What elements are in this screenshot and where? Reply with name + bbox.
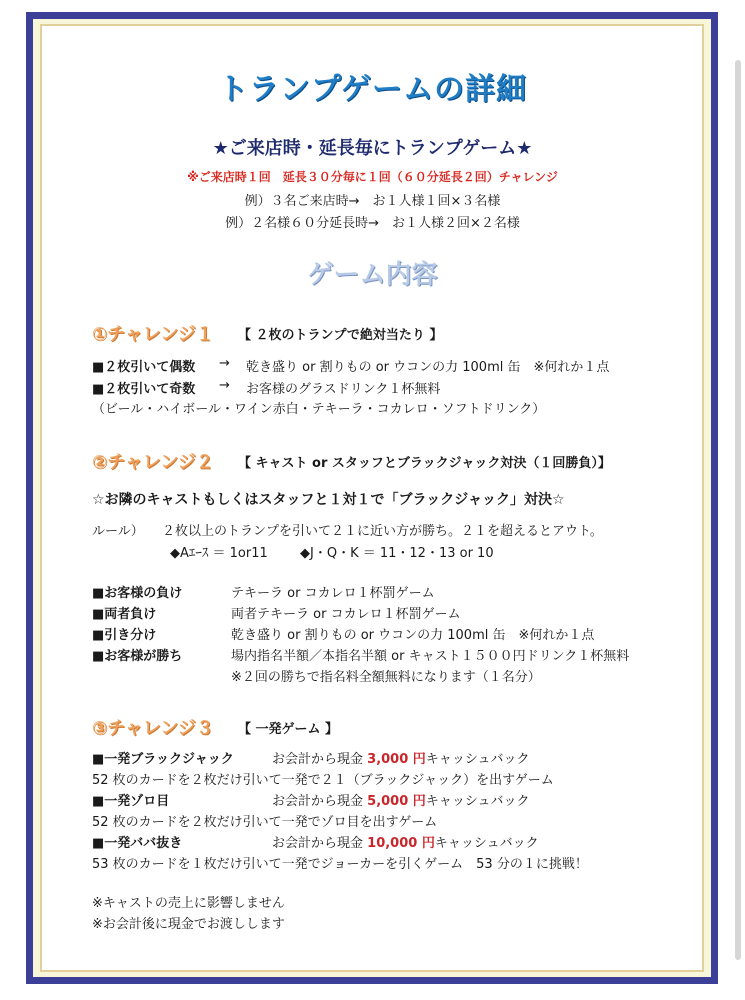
intro-heading: ★ご来店時・延長毎にトランプゲーム★ <box>212 138 533 159</box>
c3-game-1-desc: 52 枚のカードを２枚だけ引いて一発で２１（ブラックジャック）を出すゲーム <box>92 773 554 788</box>
c3-game-3-prefix: お会計から現金 <box>272 836 364 851</box>
c1-drink-note: （ビール・ハイボール・ワイン赤白・テキーラ・コカレロ・ソフトドリンク） <box>92 402 546 417</box>
c3-game-2-prize <box>272 790 530 809</box>
c2-rule-text: ２枚以上のトランプを引いて２１に近い方が勝ち。２１を超えるとアウト。 <box>162 524 603 539</box>
c2-ace-rule: ◆Aｴｰｽ ＝ 1or11 <box>170 546 268 561</box>
challenge-2-subtitle: 【 キャスト or スタッフとブラックジャック対決（１回勝負）】 <box>238 456 611 471</box>
c3-game-3-desc: 53 枚のカードを１枚だけ引いて一発でジョーカーを引くゲーム 53 分の１に挑戦！ <box>92 857 588 872</box>
intro-example-2: 例）２名様６０分延長時→ お１人様２回×２名様 <box>225 216 520 231</box>
c2-rule-label: ルール） <box>92 524 144 539</box>
c1-row-1-arrow: → <box>219 356 230 371</box>
c1-row-2-arrow: → <box>219 378 230 393</box>
challenge-1-title: ①チャレンジ１ <box>92 324 214 345</box>
c3-game-1-suffix: キャッシュバック <box>425 752 530 767</box>
c3-game-1-prize <box>272 748 530 767</box>
c2-row-4-label: ■お客様が勝ち <box>92 649 183 664</box>
challenge-3-title: ③チャレンジ３ <box>92 718 214 739</box>
footer-note-2: ※お会計後に現金でお渡しします <box>92 917 285 932</box>
c1-row-1-label: ■２枚引いて偶数 <box>92 360 196 375</box>
c3-game-2-desc: 52 枚のカードを２枚だけ引いて一発でゾロ目を出すゲーム <box>92 815 438 830</box>
section-title: ゲーム内容 <box>307 260 438 290</box>
c2-row-1-label: ■お客様の負け <box>92 586 183 601</box>
c1-row-2-value: お客様のグラスドリンク１杯無料 <box>246 382 441 397</box>
c3-game-2-prefix: お会計から現金 <box>272 794 364 809</box>
c2-row-1-value: テキーラ or コカレロ１杯罰ゲーム <box>231 586 435 601</box>
footer-note-1: ※キャストの売上に影響しません <box>92 896 285 911</box>
c2-face-rule: ◆J・Q・K ＝ 11・12・13 or 10 <box>300 546 494 561</box>
c3-game-1-amount: 3,000 円 <box>367 752 426 767</box>
c1-row-2-label: ■２枚引いて奇数 <box>92 382 196 397</box>
c1-row-1-value: 乾き盛り or 割りもの or ウコンの力 100ml 缶 ※何れか１点 <box>246 360 610 375</box>
c3-game-1-prefix: お会計から現金 <box>272 752 364 767</box>
challenge-1-subtitle: 【 ２枚のトランプで絶対当たり 】 <box>238 328 443 343</box>
c3-game-3-prize <box>272 832 539 851</box>
c2-row-4-value: 場内指名半額／本指名半額 or キャスト１５００円ドリンク１杯無料 <box>231 649 630 664</box>
page-title: トランプゲームの詳細 <box>217 72 528 107</box>
c2-row-2-label: ■両者負け <box>92 607 157 622</box>
challenge-2-title: ②チャレンジ２ <box>92 452 214 473</box>
c2-row-3-label: ■引き分け <box>92 628 157 643</box>
c2-row-2-value: 両者テキーラ or コカレロ１杯罰ゲーム <box>231 607 461 622</box>
c3-game-2-amount: 5,000 円 <box>367 794 426 809</box>
c3-game-3-suffix: キャッシュバック <box>434 836 539 851</box>
c3-game-3-label: ■一発ババ抜き <box>92 836 183 851</box>
c2-row-3-value: 乾き盛り or 割りもの or ウコンの力 100ml 缶 ※何れか１点 <box>231 628 595 643</box>
challenge-3-subtitle: 【 一発ゲーム 】 <box>238 722 339 737</box>
challenge-2-heading: ☆お隣のキャストもしくはスタッフと１対１で「ブラックジャック」対決☆ <box>92 492 565 508</box>
c3-game-1-label: ■一発ブラックジャック <box>92 752 234 767</box>
intro-example-1: 例）３名ご来店時→ お１人様１回×３名様 <box>244 194 501 209</box>
c3-game-3-amount: 10,000 円 <box>367 836 435 851</box>
c2-win-note: ※２回の勝ちで指名料全額無料になります（１名分） <box>231 670 541 685</box>
c3-game-2-suffix: キャッシュバック <box>425 794 530 809</box>
c3-game-2-label: ■一発ゾロ目 <box>92 794 170 809</box>
intro-rule: ※ご来店時１回 延長３０分毎に１回（６０分延長２回）チャレンジ <box>187 170 558 184</box>
